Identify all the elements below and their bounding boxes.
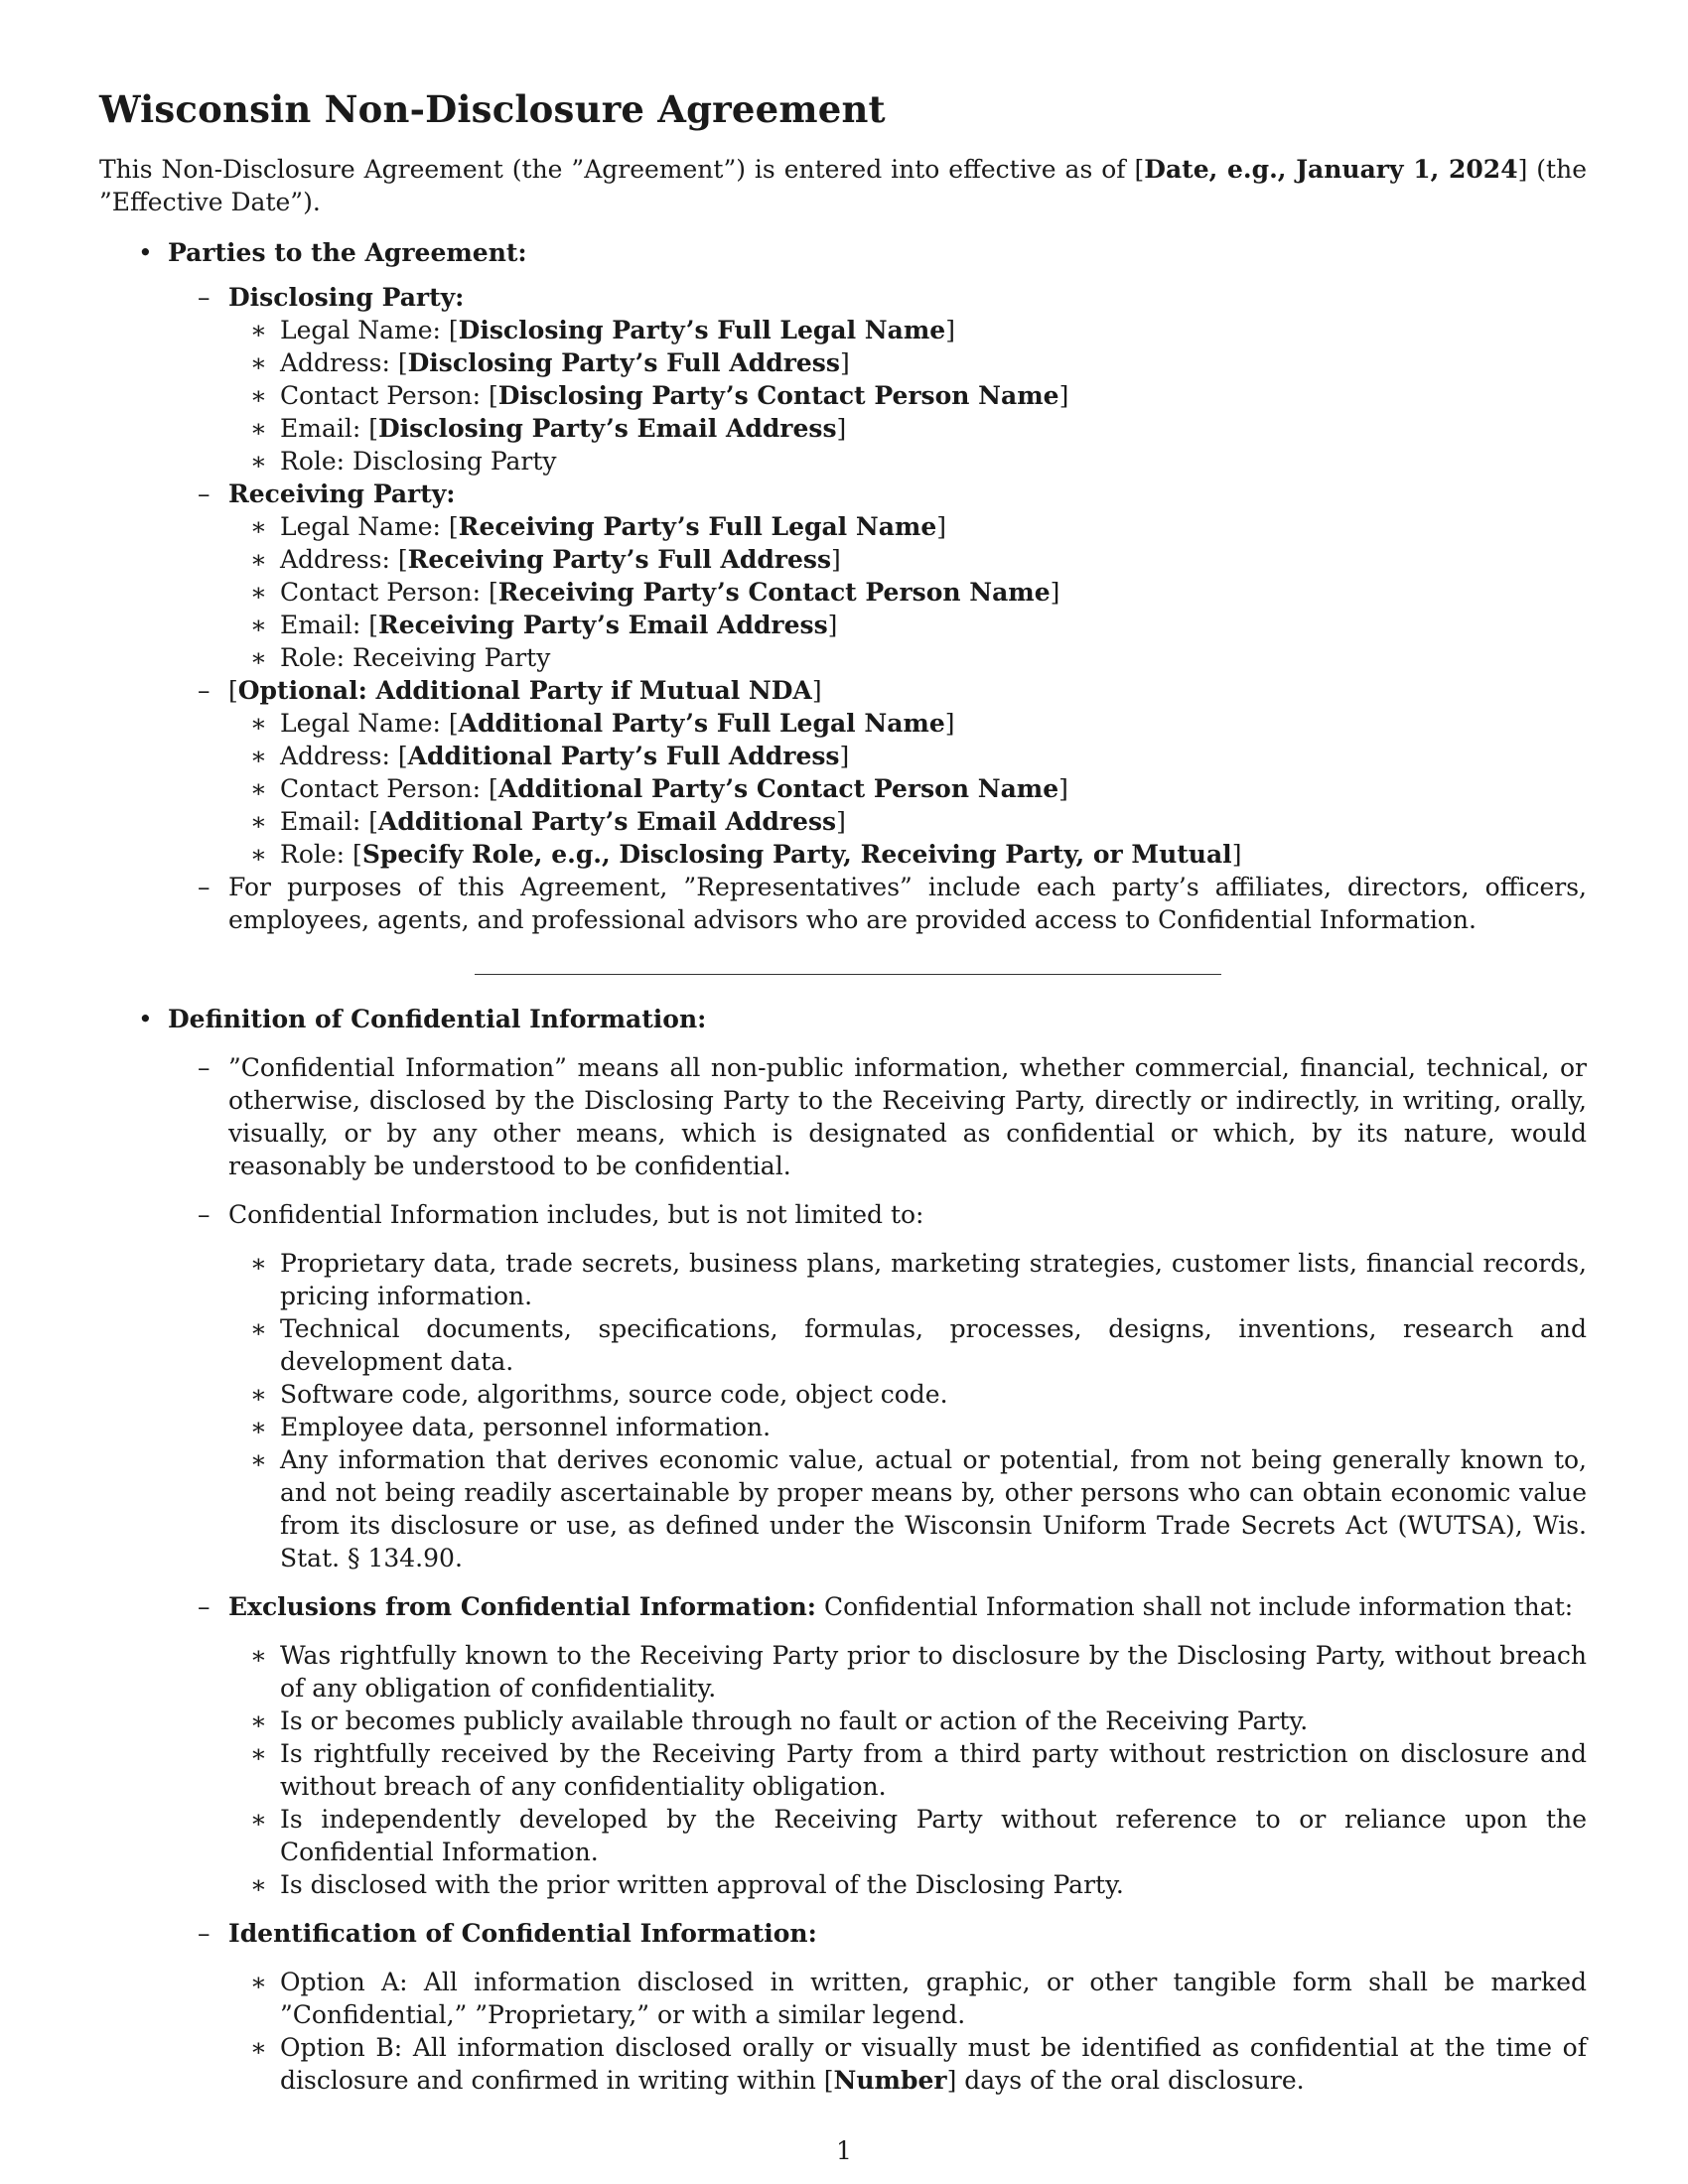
asterisk-icon: ∗ <box>250 545 267 574</box>
includes-item: – Confidential Information includes, but is not limited to: ∗ Proprietary data, trade secrets, business plans, marketing strategies, customer lists, financial records, pricing information. ∗ Technical documents, specifications, formulas, processes, designs, inventions, research and development data. ∗ Software code, algorithms, source code, object code. ∗ Employee data, personnel information. ∗ Any information that derives economic value, actual or potential, from not being generally known to, and not being readily ascertainable by proper means by, other persons who can obtain economic value from its disclosure or use, as defined under the Wisconsin Uniform Trade Secrets Act (WUTSA), Wis. Stat. § 134.90. <box>198 1200 1587 1572</box>
asterisk-icon: ∗ <box>250 1413 267 1441</box>
dash-icon: – <box>198 873 211 901</box>
receiving-party-item: – Receiving Party: ∗ Legal Name: [Receiving Party’s Full Legal Name] ∗ Address: [Receiving Party’s Full Address] ∗ Contact Person: [Receiving Party’s Contact Person Name] ∗ Email: [Receiving Party’s Email Address] ∗ Role: Receiving Party <box>168 478 1587 674</box>
dash-icon: – <box>198 1200 211 1229</box>
asterisk-icon: ∗ <box>250 1968 267 1996</box>
document-page <box>99 87 1587 2113</box>
asterisk-icon: ∗ <box>250 611 267 639</box>
list-item: ∗ Address: [Receiving Party’s Full Address] <box>250 545 841 574</box>
dash-icon: – <box>198 283 211 312</box>
asterisk-icon: ∗ <box>250 1445 267 1474</box>
section-divider <box>475 974 1221 975</box>
list-item: ∗ Contact Person: [Additional Party’s Contact Person Name] <box>250 774 1068 803</box>
list-item: ∗ Is independently developed by the Receiving Party without reference to or reliance upon the Confidential Information. <box>250 1805 1587 1866</box>
parties-section <box>99 236 1587 936</box>
asterisk-icon: ∗ <box>250 2033 267 2062</box>
asterisk-icon: ∗ <box>250 709 267 738</box>
list-item: ∗ Email: [Additional Party’s Email Address] <box>250 807 846 836</box>
dash-icon: – <box>198 1053 211 1082</box>
parties-heading: Parties to the Agreement: <box>168 238 527 267</box>
definition-heading: Definition of Confidential Information: <box>168 1005 707 1033</box>
list-item: ∗ Role: [Specify Role, e.g., Disclosing Party, Receiving Party, or Mutual] <box>250 840 1242 869</box>
additional-party-item: – [Optional: Additional Party if Mutual NDA] ∗ Legal Name: [Additional Party’s Full Legal Name] ∗ Address: [Additional Party’s Full Address] ∗ Contact Person: [Additional Party’s Contact Person Name] ∗ Email: [Additional Party’s Email Address] ∗ Role: [Specify Role, e.g., Disclosing Party, Receiving Party, or Mutual] <box>168 674 1587 871</box>
disclosing-party-item: – Disclosing Party: ∗ Legal Name: [Disclosing Party’s Full Legal Name] ∗ Address: [Disclosing Party’s Full Address] ∗ Contact Person: [Disclosing Party’s Contact Person Name] ∗ Email: [Disclosing Party’s Email Address] ∗ Role: Disclosing Party <box>168 281 1587 478</box>
exclusions-item: – Exclusions from Confidential Information: Confidential Information shall not include information that: ∗ Was rightfully known to the Receiving Party prior to disclosure by the Disclosing Party, without breach of any obligation of confidentiality. ∗ Is or becomes publicly available through no fault or action of the Receiving Party. ∗ Is rightfully received by the Receiving Party from a third party without restriction on disclosure and without breach of any confidentiality obligation. ∗ Is independently developed by the Receiving Party without reference to or reliance upon the Confidential Information. ∗ Is disclosed with the prior written approval of the Disclosing Party. <box>198 1592 1587 1899</box>
asterisk-icon: ∗ <box>250 807 267 836</box>
bullet-icon: • <box>138 1005 153 1033</box>
dash-icon: – <box>198 479 211 508</box>
asterisk-icon: ∗ <box>250 1641 267 1670</box>
list-item: ∗ Option B: All information disclosed orally or visually must be identified as confidential at the time of disclosure and confirmed in writing within [Number] days of the oral disclosure. <box>250 2033 1587 2095</box>
list-item: ∗ Legal Name: [Additional Party’s Full Legal Name] <box>250 709 955 738</box>
asterisk-icon: ∗ <box>250 1706 267 1735</box>
list-item: ∗ Is disclosed with the prior written approval of the Disclosing Party. <box>250 1870 1124 1899</box>
list-item: ∗ Legal Name: [Disclosing Party’s Full Legal Name] <box>250 316 955 344</box>
asterisk-icon: ∗ <box>250 578 267 607</box>
list-item: ∗ Email: [Disclosing Party’s Email Address] <box>250 414 847 443</box>
asterisk-icon: ∗ <box>250 414 267 443</box>
list-item: ∗ Contact Person: [Disclosing Party’s Contact Person Name] <box>250 381 1069 410</box>
list-item: ∗ Software code, algorithms, source code, object code. <box>250 1380 948 1409</box>
list-item: ∗ Employee data, personnel information. <box>250 1413 772 1441</box>
list-item: ∗ Address: [Disclosing Party’s Full Address] <box>250 348 850 377</box>
date-placeholder: Date, e.g., January 1, 2024 <box>1144 155 1518 184</box>
dash-icon: – <box>198 676 211 705</box>
intro-paragraph: This Non-Disclosure Agreement (the ”Agreement”) is entered into effective as of [Date, e.g., January 1, 2024] (the ”Effective Date”). <box>99 155 1587 216</box>
list-item: ∗ Any information that derives economic value, actual or potential, from not being generally known to, and not being readily ascertainable by proper means by, other persons who can obtain economic value from its disclosure or use, as defined under the Wisconsin Uniform Trade Secrets Act (WUTSA), Wis. Stat. § 134.90. <box>250 1445 1587 1572</box>
asterisk-icon: ∗ <box>250 1380 267 1409</box>
list-item: ∗ Role: Disclosing Party <box>250 447 557 476</box>
asterisk-icon: ∗ <box>250 348 267 377</box>
list-item: ∗ Legal Name: [Receiving Party’s Full Legal Name] <box>250 512 947 541</box>
list-item: ∗ Technical documents, specifications, formulas, processes, designs, inventions, research and development data. <box>250 1314 1587 1376</box>
asterisk-icon: ∗ <box>250 447 267 476</box>
asterisk-icon: ∗ <box>250 643 267 672</box>
asterisk-icon: ∗ <box>250 840 267 869</box>
list-item: ∗ Address: [Additional Party’s Full Address] <box>250 742 850 770</box>
page-number: 1 <box>836 2136 852 2165</box>
asterisk-icon: ∗ <box>250 512 267 541</box>
list-item: ∗ Is rightfully received by the Receiving Party from a third party without restriction on disclosure and without breach of any confidentiality obligation. <box>250 1739 1587 1801</box>
dash-icon: – <box>198 1919 211 1948</box>
asterisk-icon: ∗ <box>250 1739 267 1768</box>
list-item: ∗ Role: Receiving Party <box>250 643 551 672</box>
asterisk-icon: ∗ <box>250 1249 267 1278</box>
asterisk-icon: ∗ <box>250 742 267 770</box>
asterisk-icon: ∗ <box>250 774 267 803</box>
list-item: ∗ Was rightfully known to the Receiving Party prior to disclosure by the Disclosing Party, without breach of any obligation of confidentiality. <box>250 1641 1587 1703</box>
list-item: ∗ Option A: All information disclosed in written, graphic, or other tangible form shall be marked ”Confidential,” ”Proprietary,” or with a similar legend. <box>250 1968 1587 2029</box>
list-item: ∗ Proprietary data, trade secrets, business plans, marketing strategies, customer lists, financial records, pricing information. <box>250 1249 1587 1310</box>
bullet-icon: • <box>138 238 153 267</box>
asterisk-icon: ∗ <box>250 316 267 344</box>
asterisk-icon: ∗ <box>250 1805 267 1834</box>
dash-icon: – <box>198 1592 211 1621</box>
asterisk-icon: ∗ <box>250 1314 267 1343</box>
meaning-item: – ”Confidential Information” means all non-public information, whether commercial, financial, technical, or otherwise, disclosed by the Disclosing Party to the Receiving Party, directly or indirectly, in writing, orally, visually, or by any other means, which is designated as confidential or which, by its nature, would reasonably be understood to be confidential. <box>198 1053 1587 1180</box>
asterisk-icon: ∗ <box>250 1870 267 1899</box>
document-title: Wisconsin Non-Disclosure Agreement <box>99 87 886 131</box>
list-item: ∗ Contact Person: [Receiving Party’s Contact Person Name] <box>250 578 1060 607</box>
list-item: ∗ Email: [Receiving Party’s Email Address] <box>250 611 838 639</box>
list-item: ∗ Is or becomes publicly available through no fault or action of the Receiving Party. <box>250 1706 1309 1735</box>
asterisk-icon: ∗ <box>250 381 267 410</box>
representatives-item: – For purposes of this Agreement, ”Representatives” include each party’s affiliates, directors, officers, employees, agents, and professional advisors who are provided access to Confidential Information. <box>198 873 1587 934</box>
identification-item: – Identification of Confidential Information: ∗ Option A: All information disclosed in written, graphic, or other tangible form shall be marked ”Confidential,” ”Proprietary,” or with a similar legend. ∗ Option B: All information disclosed orally or visually must be identified as confidential at the time of disclosure and confirmed in writing within [Number] days of the oral disclosure. <box>198 1919 1587 2095</box>
definition-section <box>99 1003 1587 2097</box>
